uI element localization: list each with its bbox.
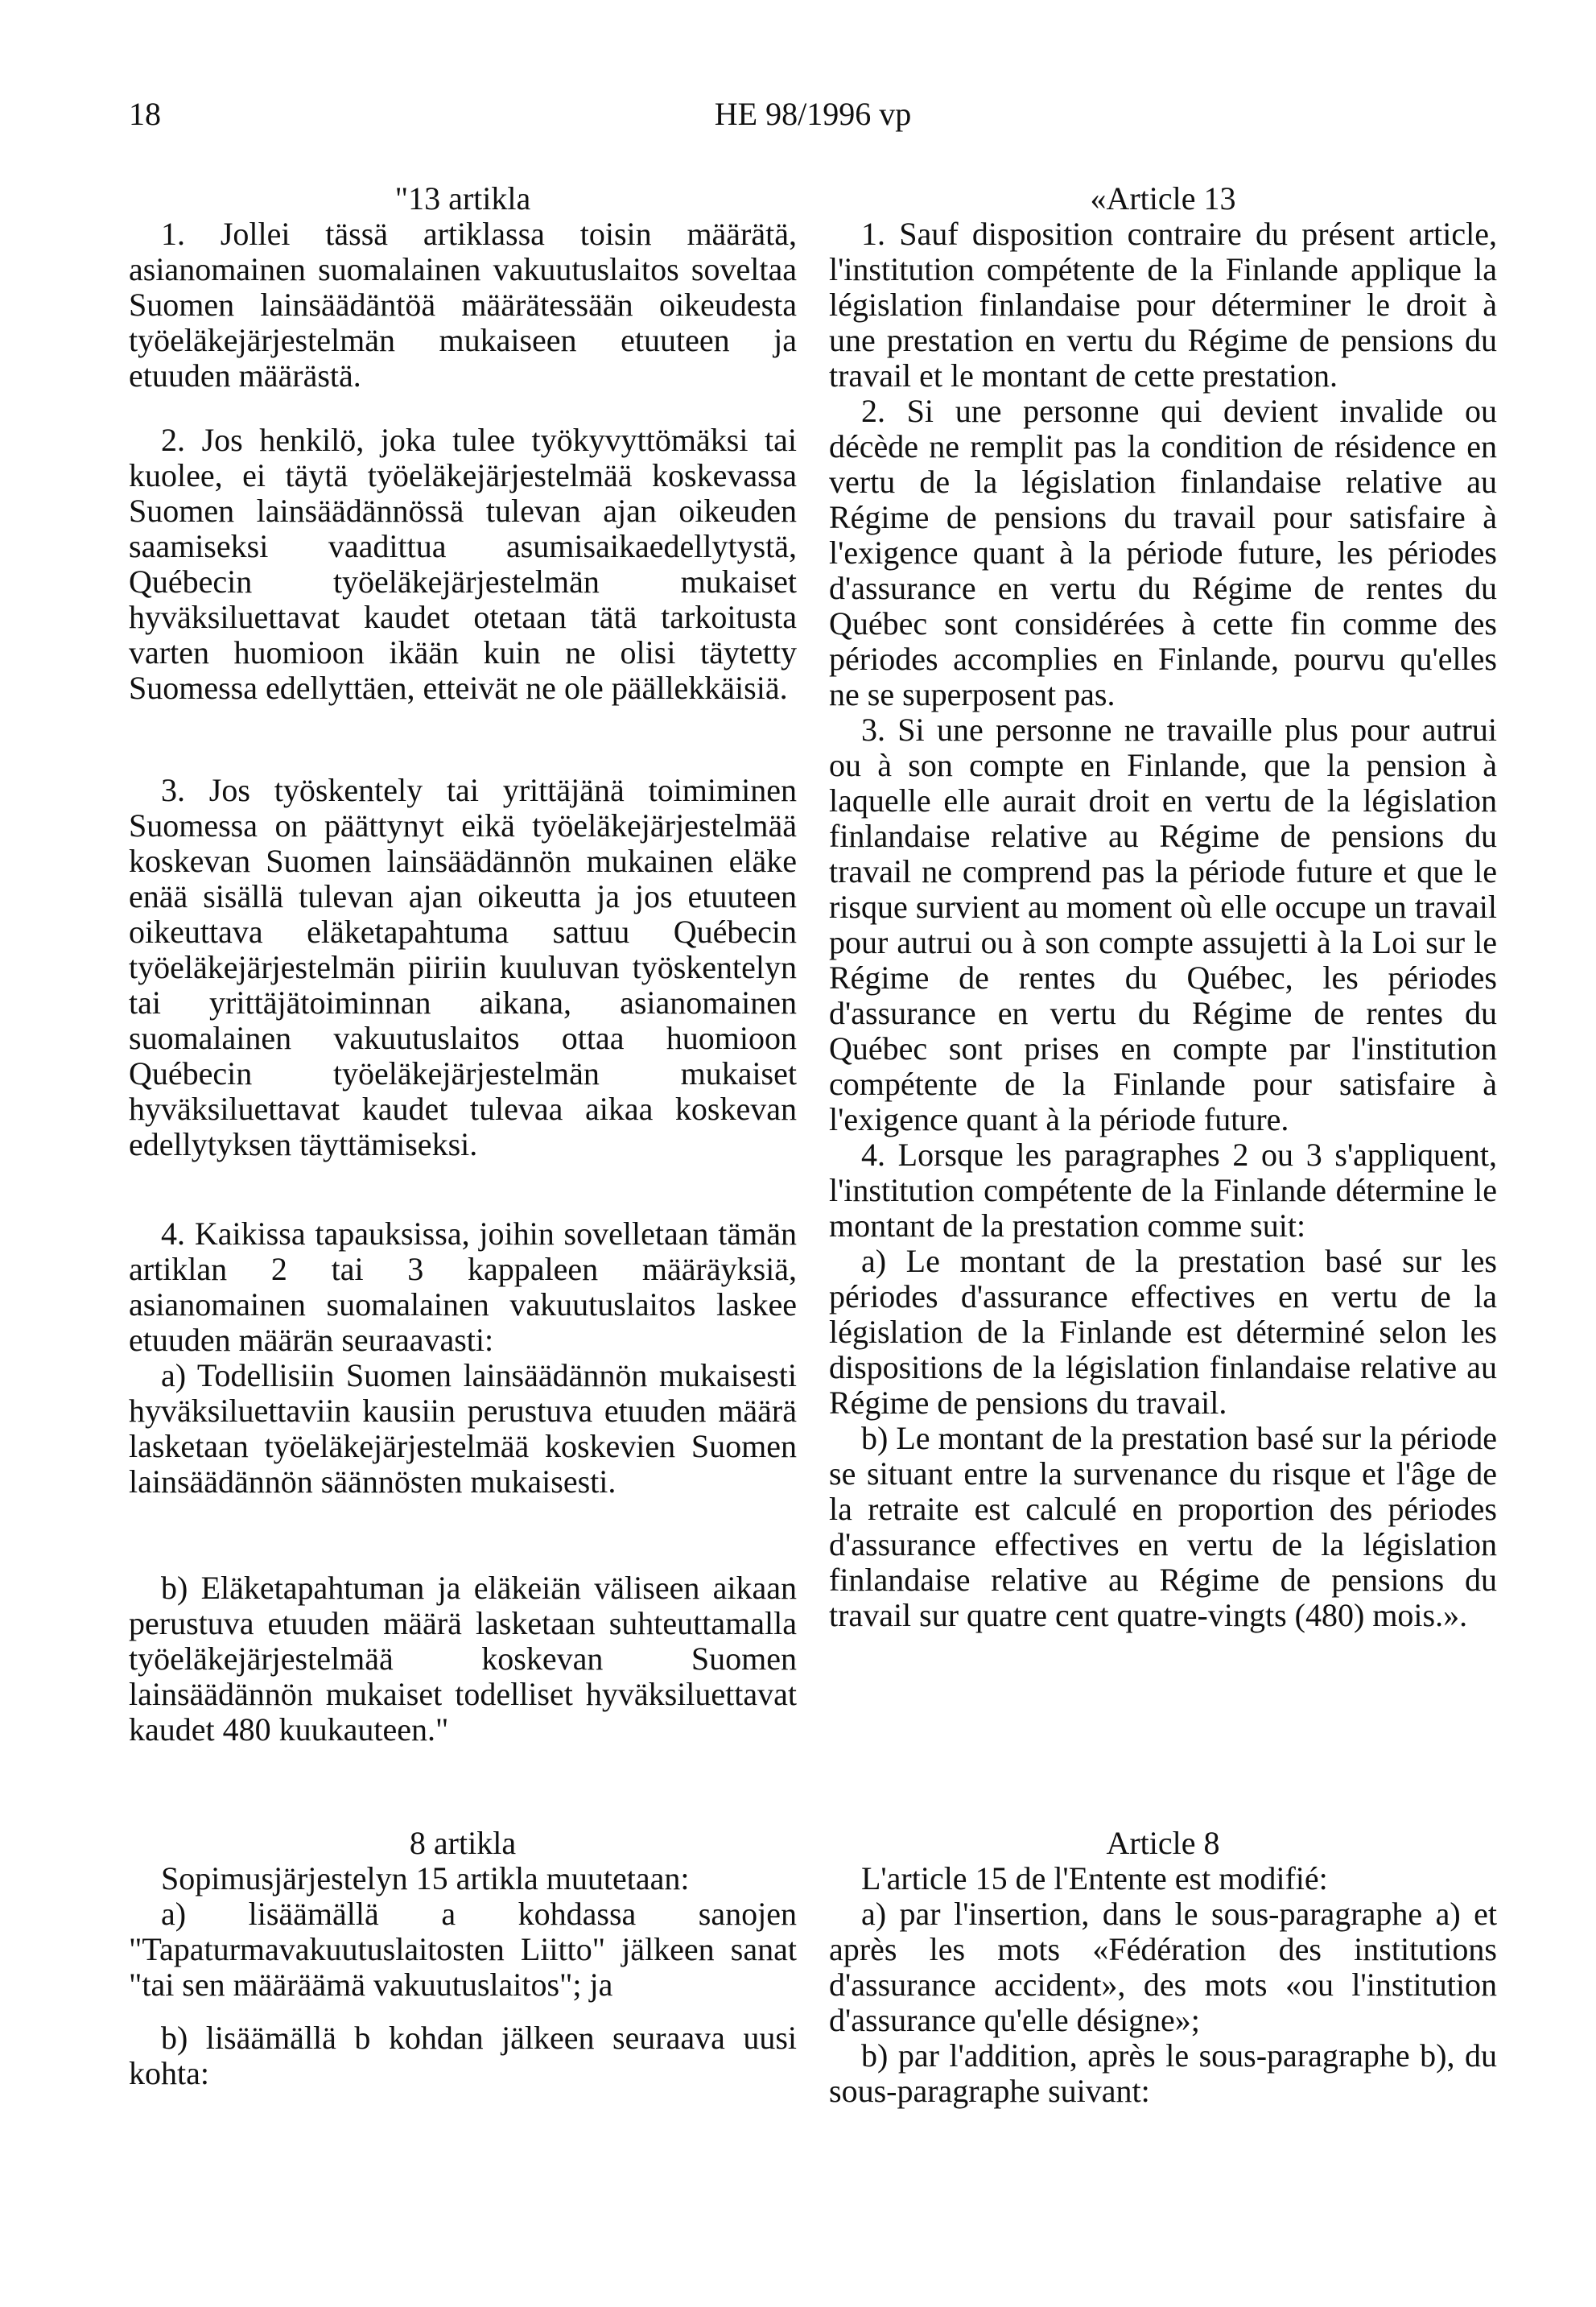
fr-article-13-section: [829, 181, 1497, 1633]
fi-article-13-heading: "13 artikla: [394, 180, 531, 217]
page-number: 18: [129, 96, 161, 132]
fr-article-8-heading: Article 8: [1106, 1825, 1220, 1861]
document-id: HE 98/1996 vp: [714, 96, 912, 132]
fi-article-13-paragraph-4b: b) Eläketapahtuman ja eläkeiän väliseen aikaan perustuva etuuden määrä lasketaan suhteuttamalla työeläkejärjestelmää koskevan Suomen lainsäädännön mukaiset todelliset hyväksiluettavat kaudet 480 kuukauteen.": [129, 1570, 797, 1748]
fi-article-13-paragraph-4b-section: [129, 1570, 797, 1748]
fi-article-13-paragraph-4-section: [129, 1216, 797, 1500]
fi-article-8-item-a: a) lisäämällä a kohdassa sanojen "Tapaturmavakuutuslaitosten Liitto" jälkeen sanat "tai sen määräämä vakuutuslaitos"; ja: [129, 1896, 797, 2003]
fi-article-13-paragraph-3: 3. Jos työskentely tai yrittäjänä toimiminen Suomessa on päättynyt eikä työeläkejärjestelmää koskevan Suomen lainsäädännön mukainen eläke enää sisällä tulevan ajan oikeutta ja jos etuuteen oikeuttava eläketapahtuma sattuu Québecin työeläkejärjestelmän piiriin kuuluvan työskentelyn tai yrittäjätoiminnan aikana, asianomainen suomalainen vakuutuslaitos ottaa huomioon Québecin työeläkejärjestelmän mukaiset hyväksiluettavat kaudet tulevaa aikaa koskevan edellytyksen täyttämiseksi.: [129, 772, 797, 1162]
fi-article-13-section: [129, 181, 797, 394]
fi-article-13-paragraph-2-section: [129, 423, 797, 706]
fi-article-13-paragraph-2: 2. Jos henkilö, joka tulee työkyvyttömäksi tai kuolee, ei täytä työeläkejärjestelmää koskevassa Suomen lainsäädännössä tulevan ajan oikeuden saamiseksi vaadittua asumisaikaedellytystä, Québecin työeläkejärjestelmän mukaiset hyväksiluettavat kaudet otetaan tätä tarkoitusta varten huomioon ikään kuin ne olisi täytetty Suomessa edellyttäen, etteivät ne ole päällekkäisiä.: [129, 422, 797, 706]
fr-article-8-section: [829, 1826, 1497, 2109]
fi-article-13-paragraph-4: 4. Kaikissa tapauksissa, joihin sovelletaan tämän artiklan 2 tai 3 kappaleen määräyksiä, asianomainen suomalainen vakuutuslaitos laskee etuuden määrän seuraavasti:: [129, 1215, 797, 1358]
fr-article-13-paragraph-4b: b) Le montant de la prestation basé sur la période se situant entre la survenance du risque et l'âge de la retraite est calculé en proportion des périodes d'assurance effectives en vertu de la législation finlandaise relative au Régime de pensions du travail sur quatre cent quatre-vingts (480) mois.».: [829, 1420, 1497, 1633]
fr-article-8-item-a: a) par l'insertion, dans le sous-paragraphe a) et après les mots «Fédération des institutions d'assurance accident», des mots «ou l'institution d'assurance qu'elle désigne»;: [829, 1896, 1497, 2038]
fi-article-13-paragraph-4a: a) Todellisiin Suomen lainsäädännön mukaisesti hyväksiluettaviin kausiin perustuva etuuden määrä lasketaan työeläkejärjestelmää koskevien Suomen lainsäädännön säännösten mukaisesti.: [129, 1357, 797, 1500]
fi-article-8-intro: Sopimusjärjestelyn 15 artikla muutetaan:: [161, 1860, 690, 1896]
fi-article-8-section: [129, 1826, 797, 2003]
fi-article-8-item-b-section: [129, 2020, 797, 2091]
page-header: [129, 95, 1497, 143]
fi-article-8-item-b: b) lisäämällä b kohdan jälkeen seuraava uusi kohta:: [129, 2020, 797, 2091]
fr-article-8-intro: L'article 15 de l'Entente est modifié:: [861, 1860, 1328, 1896]
fr-article-13-heading: «Article 13: [1090, 180, 1236, 217]
fr-article-13-paragraph-4: 4. Lorsque les paragraphes 2 ou 3 s'appliquent, l'institution compétente de la Finlande détermine le montant de la prestation comme suit:: [829, 1137, 1497, 1244]
fi-article-8-heading: 8 artikla: [409, 1825, 517, 1861]
fr-article-13-paragraph-4a: a) Le montant de la prestation basé sur les périodes d'assurance effectives en vertu de la législation de la Finlande est déterminé selon les dispositions de la législation finlandaise relative au Régime de pensions du travail.: [829, 1243, 1497, 1421]
fr-article-8-item-b: b) par l'addition, après le sous-paragraphe b), du sous-paragraphe suivant:: [829, 2037, 1497, 2109]
fr-article-13-paragraph-2: 2. Si une personne qui devient invalide ou décède ne remplit pas la condition de résidence en vertu de la législation finlandaise relative au Régime de pensions du travail pour satisfaire à l'exigence quant à la période future, les périodes d'assurance en vertu du Régime de rentes du Québec sont considérées à cette fin comme des périodes accomplies en Finlande, pourvu qu'elles ne se superposent pas.: [829, 393, 1497, 712]
fr-article-13-paragraph-1: 1. Sauf disposition contraire du présent article, l'institution compétente de la Finlande applique la législation finlandaise pour déterminer le droit à une prestation en vertu du Régime de pensions du travail et le montant de cette prestation.: [829, 216, 1497, 394]
fr-article-13-paragraph-3: 3. Si une personne ne travaille plus pour autrui ou à son compte en Finlande, que la pension à laquelle elle aurait droit en vertu de la législation finlandaise relative au Régime de pensions du travail ne comprend pas la période future et que le risque survient au moment où elle occupe un travail pour autrui ou à son compte assujetti à la Loi sur le Régime de rentes du Québec, les périodes d'assurance en vertu du Régime de rentes du Québec sont prises en compte par l'institution compétente de la Finlande pour satisfaire à l'exigence quant à la période future.: [829, 712, 1497, 1137]
fi-article-13-paragraph-1: 1. Jollei tässä artiklassa toisin määrätä, asianomainen suomalainen vakuutuslaitos soveltaa Suomen lainsäädäntöä määrätessään oikeudesta työeläkejärjestelmän mukaiseen etuuteen ja etuuden määrästä.: [129, 216, 797, 394]
fi-article-13-paragraph-3-section: [129, 773, 797, 1162]
